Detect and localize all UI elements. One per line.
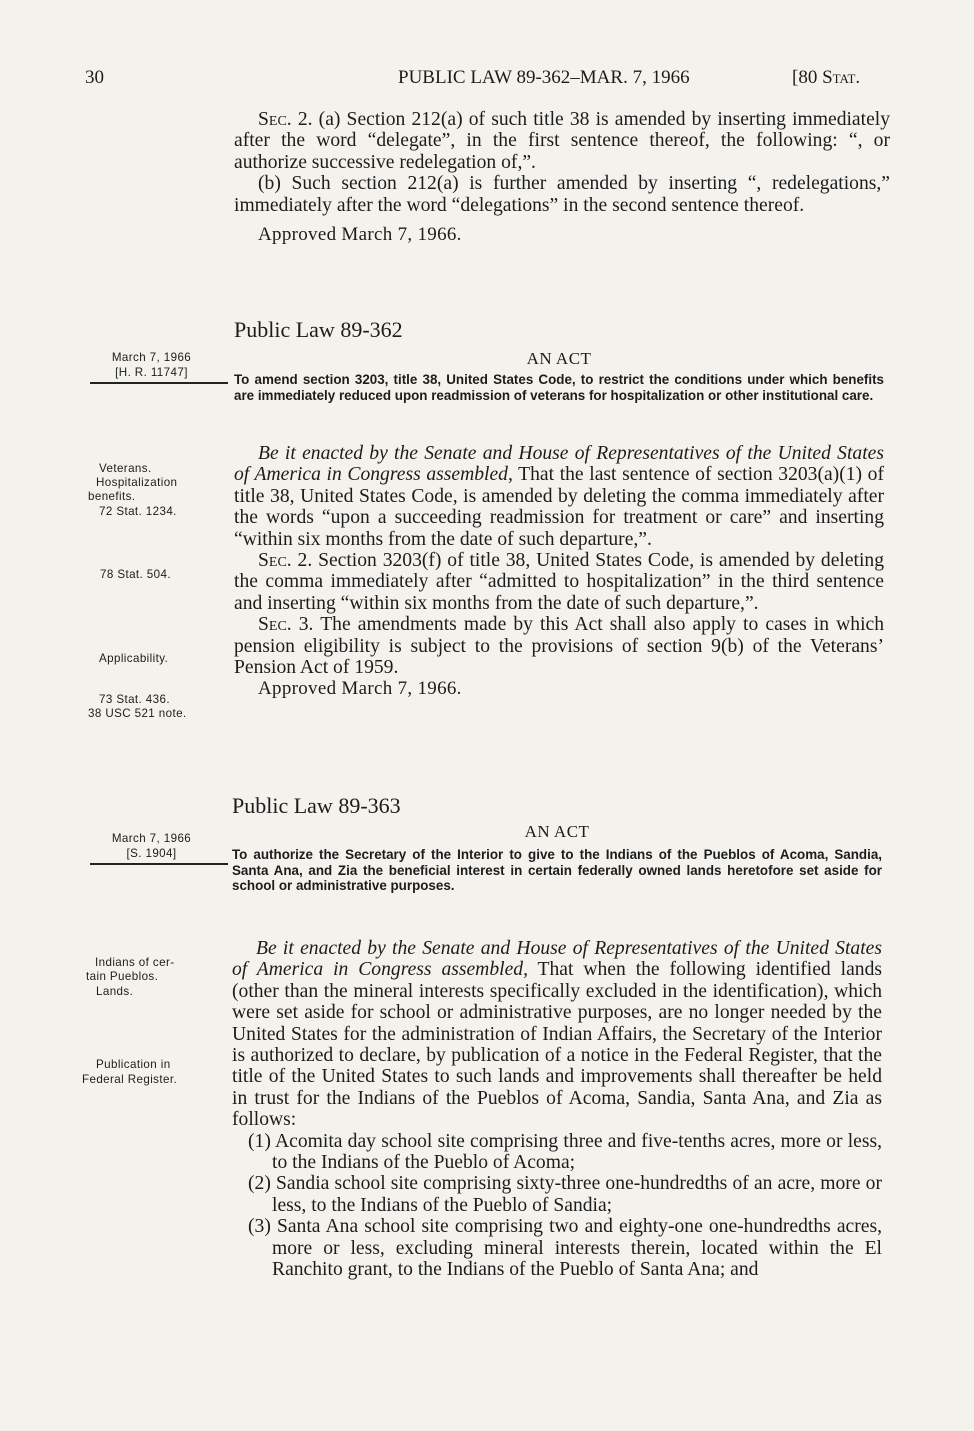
margin-note-78-stat: 78 Stat. 504. [100, 568, 171, 581]
law-362-margin-date: March 7, 1966 [111, 351, 192, 364]
continuation-sec2b: (b) Such section 212(a) is further amended by inserting “, redelegations,” immediately after the word “delegations” in the second sentence thereof. [234, 173, 890, 216]
running-title: PUBLIC LAW 89-362–MAR. 7, 1966 [398, 67, 690, 88]
law-362-summary: To amend section 3203, title 38, United States Code, to restrict the conditions under which benefits are immediately reduced upon readmission of veterans for hospitalization or other institutional care. [234, 372, 884, 403]
margin-note-benefits: benefits. [88, 490, 136, 503]
law-362-title: Public Law 89-362 [234, 317, 403, 342]
law-362-approved: Approved March 7, 1966. [258, 678, 462, 700]
law-363-title: Public Law 89-363 [232, 793, 401, 818]
law-363-item-1: (1) Acomita day school site comprising three and five-tenths acres, more or less, to the Indians of the Pueblo of Acoma; [248, 1130, 882, 1174]
margin-note-indians-2: tain Pueblos. [86, 970, 159, 983]
margin-note-38-usc: 38 USC 521 note. [88, 707, 187, 720]
law-363-margin-bill: [S. 1904] [126, 847, 177, 860]
continuation-sec2a: Sec. 2. (a) Section 212(a) of such title 38 is amended by inserting immediately after the word “delegate”, in the first sentence thereof, the following: “, or authorize successive redelegation of,”. [234, 109, 891, 173]
volume-citation: [80 Stat. [792, 67, 861, 88]
margin-note-applicability: Applicability. [99, 652, 169, 665]
margin-note-publication: Publication in [96, 1058, 171, 1071]
margin-note-lands: Lands. [96, 985, 134, 998]
law-363-item-2: (2) Sandia school site comprising sixty-three one-hundredths of an acre, more or less, to the Indians of the Pueblo of Sandia; [248, 1173, 882, 1216]
law-363-summary: To authorize the Secretary of the Interior to give to the Indians of the Pueblos of Acoma, Sandia, Santa Ana, and Zia the beneficial interest in certain federally owned lands heretofore set aside for school or administrative purposes. [232, 847, 882, 893]
law-363-para-1: Be it enacted by the Senate and House of Representatives of the United States of America in Congress assembled, That when the following identified lands (other than the mineral interests specifically excluded in the identification), which were set aside for school or administrative purposes, are no longer needed by the United States for the administration of Indian Affairs, the Secretary of the Interior is authorized to declare, by publication of a notice in the Federal Register, that the title of the United States to such lands and improvements shall thereafter be held in trust for the Indians of the Pueblos of Acoma, Sandia, Santa Ana, and Zia as follows: [232, 938, 882, 1131]
law-363-item-3: (3) Santa Ana school site comprising two and eighty-one one-hundredths acres, more or less, excluding mineral interests therein, located within the El Ranchito grant, to the Indians of the Pueblo of Santa Ana; and [248, 1216, 882, 1281]
margin-note-federal-register: Federal Register. [82, 1073, 178, 1086]
law-363-body [232, 938, 882, 1281]
law-362-body [234, 443, 884, 700]
law-362-enacting-clause: Be it enacted by the Senate and House of Representatives of the United States of America in Congress assembled, [234, 443, 884, 486]
law-362-sec-3: Sec. 3. The amendments made by this Act shall also apply to cases in which pension eligibility is subject to the provisions of section 9(b) of the Veterans’ Pension Act of 1959. [234, 614, 885, 679]
law-362-margin-bill: [H. R. 11747] [115, 366, 188, 379]
margin-note-hospitalization: Hospitalization [96, 476, 178, 489]
page-number: 30 [85, 67, 104, 88]
margin-note-73-stat: 73 Stat. 436. [99, 693, 170, 706]
law-362-margin-rule [90, 382, 228, 384]
margin-note-veterans: Veterans. [99, 462, 152, 475]
law-363-an-act: AN ACT [524, 822, 590, 841]
law-363-enacting-clause: Be it enacted by the Senate and House of Representatives of the United States of America in Congress assembled, [232, 938, 882, 981]
continuation-block [234, 109, 890, 245]
law-362-sec-2: Sec. 2. Section 3203(f) of title 38, United States Code, is amended by deleting the comma immediately after “admitted to hospitalization” in the third sentence and inserting “within six months from the date of such departure,”. [234, 550, 885, 614]
law-362-para-1: Be it enacted by the Senate and House of Representatives of the United States of America in Congress assembled, That the last sentence of section 3203(a)(1) of title 38, United States Code, is amended by deleting the comma immediately after the words “upon a succeeding readmission for treatment or care” and inserting “within six months from the date of such departure,”. [234, 443, 885, 550]
law-363-margin-date: March 7, 1966 [111, 832, 192, 845]
law-363-margin-rule [90, 863, 228, 865]
margin-note-72-stat: 72 Stat. 1234. [99, 505, 177, 518]
law-362-an-act: AN ACT [526, 349, 592, 368]
continuation-approved: Approved March 7, 1966. [258, 224, 462, 246]
margin-note-indians-1: Indians of cer- [95, 956, 175, 969]
